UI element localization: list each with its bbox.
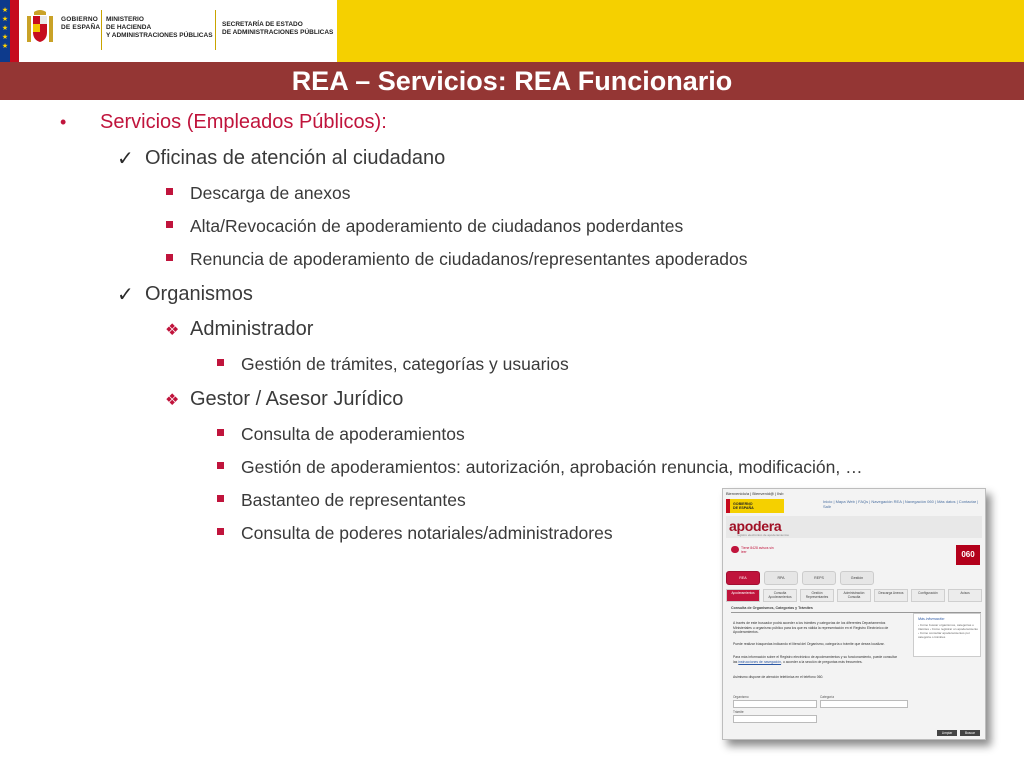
ministerio-label — [106, 16, 213, 40]
organismo-label: Organismo — [733, 695, 749, 699]
list-item-renuncia: Renuncia de apoderamiento de ciudadanos/representantes apoderados — [190, 249, 748, 269]
categoria-label: Categoría — [820, 695, 834, 699]
square-bullet-icon — [166, 188, 173, 195]
warning-text[interactable] — [741, 546, 774, 554]
categoria-field[interactable] — [820, 700, 908, 708]
gobierno-logo — [726, 499, 784, 513]
top-links: Bienvenido/a | Bienvenid@ | Ilsb — [726, 491, 784, 496]
secretaria-line-2: DE ADMINISTRACIONES PÚBLICAS — [222, 29, 334, 36]
sub-tabs — [726, 589, 982, 603]
secretaria-line-1: SECRETARÍA DE ESTADO — [222, 21, 303, 28]
list-item-organismos: Organismos — [145, 283, 253, 305]
list-item-servicios: Servicios (Empleados Públicos): — [100, 111, 387, 133]
secretaria-label — [222, 21, 333, 37]
more-info-title: Más información — [918, 617, 945, 621]
gobierno-label — [61, 16, 100, 32]
ministerio-line-1: MINISTERIO — [106, 16, 144, 23]
subtab-representantes[interactable]: Gestión Representantes — [800, 589, 834, 602]
square-bullet-icon — [217, 495, 224, 502]
subtab-apoderamientos[interactable]: Apoderamientos — [726, 589, 760, 602]
phone-paragraph: Asimismo dispone de atención telefónica en el teléfono 060. — [733, 675, 824, 679]
search-paragraph: Puede realizar búsquedas indicando el literal del Organismo, categoría o trámite que desea localizar. — [733, 642, 885, 646]
list-item-consulta: Consulta de apoderamientos — [241, 424, 465, 444]
divider — [215, 10, 216, 50]
eu-stars-icon: ★ ★ ★ ★ ★ — [1, 7, 9, 50]
divider — [101, 10, 102, 50]
square-bullet-icon — [166, 254, 173, 261]
more-info-links[interactable]: › Cómo buscar organismos, categorías o trámites › Cómo registrar un apoderamiento › Cómo consultar apoderamientos por categoría o trámites — [918, 623, 979, 639]
gobierno-line-2: DE ESPAÑA — [61, 24, 101, 31]
diamond-bullet-icon: ❖ — [165, 392, 180, 409]
subtab-descarga[interactable]: Descarga Anexos — [874, 589, 908, 602]
info-text: Para más información sobre el Registro electrónico de apoderamientos y su funcionamiento, puede consultar las — [733, 655, 897, 664]
bullet-marker: • — [60, 112, 67, 132]
square-bullet-icon — [217, 462, 224, 469]
check-icon: ✓ — [117, 148, 134, 170]
breadcrumb: Consulta de Organismos, Categorías y Trámites — [731, 606, 813, 610]
tab-rea[interactable]: REA — [726, 571, 760, 585]
instrucciones-link[interactable]: instrucciones de navegación — [738, 659, 782, 664]
tramite-label: Trámite — [733, 710, 744, 714]
intro-paragraph: A través de este buscador podrá acceder a los trámites y categorías de los diferentes Departamentos Ministeriales u organismo público para los que es válida la representación en el Registro Electrónico de Apoderamientos. — [733, 621, 889, 635]
info-text-end: , o acceder a la sección de preguntas más frecuentes. — [781, 659, 863, 664]
square-bullet-icon — [217, 359, 224, 366]
subtab-configuracion[interactable]: Configuración — [911, 589, 945, 602]
list-item-oficinas: Oficinas de atención al ciudadano — [145, 147, 446, 169]
list-item-administrador: Administrador — [190, 318, 314, 340]
more-info-box — [913, 613, 981, 657]
warning-line-1: Tiene 8428 avisos sin — [741, 546, 774, 550]
tab-reps[interactable]: REPS — [802, 571, 836, 585]
diamond-bullet-icon: ❖ — [165, 322, 180, 339]
list-item-descarga: Descarga de anexos — [190, 183, 351, 203]
gobierno-line-1: GOBIERNO — [61, 16, 98, 23]
slide-title: REA – Servicios: REA Funcionario — [291, 66, 733, 96]
search-button[interactable]: Buscar — [960, 730, 980, 736]
apodera-logo: apodera — [729, 518, 782, 534]
eu-flag-strip — [0, 0, 19, 62]
ministerio-line-3: Y ADMINISTRACIONES PÚBLICAS — [106, 32, 213, 39]
list-item-bastanteo: Bastanteo de representantes — [241, 490, 466, 510]
square-bullet-icon — [217, 528, 224, 535]
warning-line-2: leer — [741, 550, 747, 554]
tab-gestion[interactable]: Gestión — [840, 571, 874, 585]
subtab-administracion[interactable]: Administración Consulta — [837, 589, 871, 602]
organismo-field[interactable] — [733, 700, 817, 708]
square-bullet-icon — [217, 429, 224, 436]
tramite-field[interactable] — [733, 715, 817, 723]
logo-line-2: DE ESPAÑA — [733, 506, 754, 510]
list-item-gestion-tramites: Gestión de trámites, categorías y usuarios — [241, 354, 569, 374]
clear-button[interactable]: Limpiar — [937, 730, 957, 736]
coat-of-arms-icon — [25, 8, 55, 48]
o60-badge[interactable]: 060 — [956, 545, 980, 565]
info-paragraph — [733, 655, 901, 664]
main-tabs — [726, 571, 982, 583]
list-item-gestion-apoderamientos: Gestión de apoderamientos: autorización, aprobación renuncia, modificación, … — [241, 457, 863, 477]
ministerio-line-2: DE HACIENDA — [106, 24, 152, 31]
app-screenshot — [722, 488, 986, 740]
top-nav: Inicio | Mapa Web | FAQs | Navegación REA | Navegación 060 | Más datos | Contactar | Salir — [823, 499, 979, 509]
list-item-gestor: Gestor / Asesor Jurídico — [190, 388, 404, 410]
warning-icon — [731, 546, 739, 553]
subtab-consulta[interactable]: Consulta Apoderamientos — [763, 589, 797, 602]
square-bullet-icon — [166, 221, 173, 228]
check-icon: ✓ — [117, 284, 134, 306]
tab-rpa[interactable]: RPA — [764, 571, 798, 585]
logo-line-1: GOBIERNO — [733, 502, 753, 506]
apodera-subtitle: registro electrónico de apoderamientos — [737, 533, 789, 537]
list-item-poderes: Consulta de poderes notariales/administradores — [241, 523, 613, 543]
list-item-alta: Alta/Revocación de apoderamiento de ciudadanos poderdantes — [190, 216, 684, 236]
subtab-avisos[interactable]: Avisos — [948, 589, 982, 602]
